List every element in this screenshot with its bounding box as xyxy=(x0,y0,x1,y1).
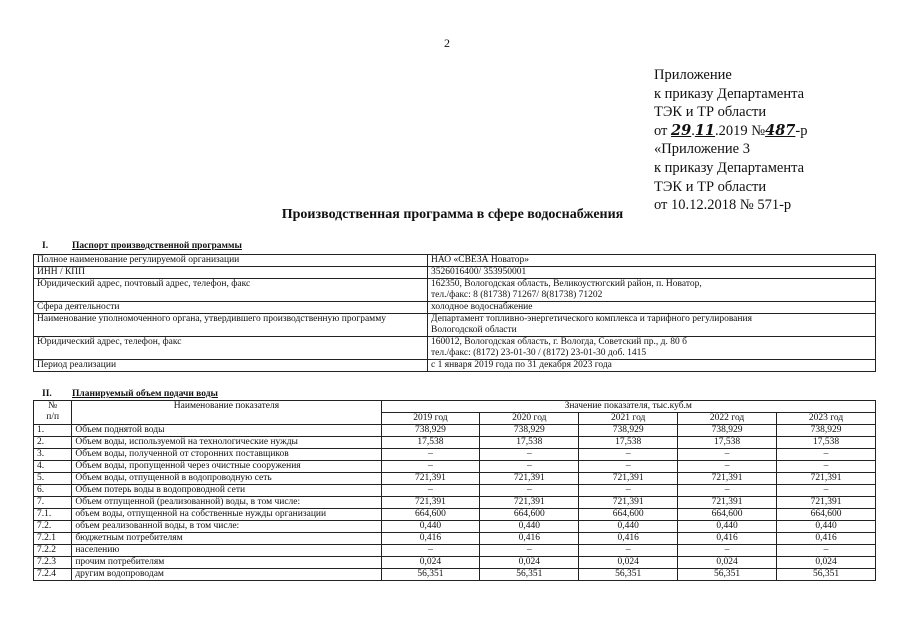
row-value: 664,600 xyxy=(579,509,678,521)
order-suffix: -р xyxy=(795,122,808,139)
row-value: 56,351 xyxy=(678,569,777,581)
row-number: 7. xyxy=(34,497,72,509)
volume-row xyxy=(34,461,876,473)
row-value: 664,600 xyxy=(777,509,876,521)
volume-row xyxy=(34,569,876,581)
row-indicator-name: Объем отпущенной (реализованной) воды, в том числе: xyxy=(72,497,381,509)
row-value: 0,416 xyxy=(381,533,480,545)
row-value: 721,391 xyxy=(678,473,777,485)
row-value: 56,351 xyxy=(777,569,876,581)
approval-line: к приказу Департамента xyxy=(654,159,805,176)
approval-date-line xyxy=(654,122,808,141)
row-number: 4. xyxy=(34,461,72,473)
volume-row xyxy=(34,473,876,485)
row-value: 17,538 xyxy=(678,437,777,449)
volume-row xyxy=(34,485,876,497)
row-value: 0,024 xyxy=(381,557,480,569)
row-number: 7.2. xyxy=(34,521,72,533)
row-value: 0,440 xyxy=(381,521,480,533)
col-values-header: Значение показателя, тыс.куб.м xyxy=(381,401,875,413)
passport-row xyxy=(34,279,876,302)
row-value: 721,391 xyxy=(579,473,678,485)
volume-row xyxy=(34,509,876,521)
row-value: 0,440 xyxy=(777,521,876,533)
col-number-label2: п/п xyxy=(46,412,60,422)
passport-row xyxy=(34,302,876,314)
row-value: 721,391 xyxy=(579,497,678,509)
approval-block xyxy=(654,66,808,215)
approval-line: «Приложение 3 xyxy=(654,141,750,158)
passport-value-line: НАО «СВЕЗА Новатор» xyxy=(431,255,530,265)
row-value: – xyxy=(381,485,480,497)
row-value: – xyxy=(480,545,579,557)
row-number: 5. xyxy=(34,473,72,485)
row-value: 0,024 xyxy=(579,557,678,569)
row-number: 7.2.3 xyxy=(34,557,72,569)
row-value: 0,024 xyxy=(678,557,777,569)
row-number: 7.2.4 xyxy=(34,569,72,581)
passport-key: Сфера деятельности xyxy=(34,302,428,314)
row-indicator-name: объем воды, отпущенной на собственные нужды организации xyxy=(72,509,381,521)
row-value: – xyxy=(777,449,876,461)
passport-value-line: 160012, Вологодская область, г. Вологда, Советский пр., д. 80 б xyxy=(431,337,687,347)
row-indicator-name: Объем воды, полученной от сторонних поставщиков xyxy=(72,449,381,461)
row-value: 721,391 xyxy=(480,497,579,509)
passport-key: Наименование уполномоченного органа, утвердившего производственную программу xyxy=(34,314,428,337)
col-name-header: Наименование показателя xyxy=(72,401,381,425)
row-number: 3. xyxy=(34,449,72,461)
row-value: – xyxy=(678,449,777,461)
row-value: 0,440 xyxy=(678,521,777,533)
passport-key: Юридический адрес, почтовый адрес, телефон, факс xyxy=(34,279,428,302)
row-value: 738,929 xyxy=(480,425,579,437)
row-number: 7.2.1 xyxy=(34,533,72,545)
row-value: 56,351 xyxy=(381,569,480,581)
year-header: 2019 год xyxy=(381,413,480,425)
row-value: – xyxy=(381,461,480,473)
volume-row xyxy=(34,425,876,437)
row-value: 738,929 xyxy=(381,425,480,437)
handwritten-order-no: 487 xyxy=(765,121,796,139)
row-value: 0,440 xyxy=(480,521,579,533)
passport-value xyxy=(428,267,876,279)
passport-value-line: 3526016400/ 353950001 xyxy=(431,267,527,277)
row-value: – xyxy=(579,545,678,557)
approval-line: ТЭК и ТР области xyxy=(654,178,767,195)
passport-value-line: тел./факс: 8 (81738) 71267/ 8(81738) 71202 xyxy=(431,290,603,300)
row-value: – xyxy=(777,545,876,557)
row-indicator-name: Объем потерь воды в водопроводной сети xyxy=(72,485,381,497)
row-value: 56,351 xyxy=(579,569,678,581)
row-value: 17,538 xyxy=(480,437,579,449)
row-indicator-name: Объем воды, используемой на технологические нужды xyxy=(72,437,381,449)
row-indicator-name: населению xyxy=(72,545,381,557)
passport-value xyxy=(428,279,876,302)
volume-row xyxy=(34,545,876,557)
row-value: 0,416 xyxy=(678,533,777,545)
volume-row xyxy=(34,449,876,461)
row-value: 0,024 xyxy=(480,557,579,569)
row-value: 664,600 xyxy=(678,509,777,521)
row-number: 6. xyxy=(34,485,72,497)
row-value: 0,440 xyxy=(579,521,678,533)
row-number: 7.2.2 xyxy=(34,545,72,557)
row-value: 738,929 xyxy=(678,425,777,437)
row-indicator-name: Объем воды, отпущенной в водопроводную сеть xyxy=(72,473,381,485)
date-year: .2019 № xyxy=(715,122,766,139)
passport-value xyxy=(428,255,876,267)
row-value: 721,391 xyxy=(381,473,480,485)
row-value: 56,351 xyxy=(480,569,579,581)
row-value: 738,929 xyxy=(579,425,678,437)
passport-row xyxy=(34,255,876,267)
page-number: 2 xyxy=(444,36,450,50)
approval-line: Приложение xyxy=(654,67,732,83)
passport-value-line: с 1 января 2019 года по 31 декабря 2023 года xyxy=(431,360,612,370)
year-header: 2023 год xyxy=(777,413,876,425)
passport-value-line: холодное водоснабжение xyxy=(431,302,533,312)
date-sep: . xyxy=(691,122,695,139)
section1-heading xyxy=(42,241,242,251)
row-value: 721,391 xyxy=(777,497,876,509)
row-value: 17,538 xyxy=(777,437,876,449)
row-value: – xyxy=(678,461,777,473)
passport-table xyxy=(33,254,876,372)
water-volume-table xyxy=(33,400,876,581)
row-indicator-name: Объем поднятой воды xyxy=(72,425,381,437)
row-value: – xyxy=(777,485,876,497)
document-title: Производственная программа в сфере водоснабжения xyxy=(281,207,624,222)
date-prefix: от xyxy=(654,122,672,139)
row-value: 664,600 xyxy=(480,509,579,521)
passport-value xyxy=(428,360,876,372)
approval-line: к приказу Департамента xyxy=(654,85,805,102)
section1-number: I. xyxy=(42,241,49,251)
col-number-label: № xyxy=(48,401,58,411)
row-value: – xyxy=(480,449,579,461)
row-value: – xyxy=(480,485,579,497)
row-value: 17,538 xyxy=(381,437,480,449)
row-value: – xyxy=(381,545,480,557)
volume-row xyxy=(34,533,876,545)
row-value: 17,538 xyxy=(579,437,678,449)
passport-key: ИНН / КПП xyxy=(34,267,428,279)
passport-key: Период реализации xyxy=(34,360,428,372)
passport-key: Юридический адрес, телефон, факс xyxy=(34,337,428,360)
row-value: – xyxy=(579,461,678,473)
row-value: – xyxy=(480,461,579,473)
approval-line: ТЭК и ТР области xyxy=(654,104,767,121)
row-value: 0,416 xyxy=(777,533,876,545)
passport-value-line: Вологодской области xyxy=(431,325,517,335)
row-value: 738,929 xyxy=(777,425,876,437)
row-value: – xyxy=(678,545,777,557)
row-indicator-name: Объем воды, пропущенной через очистные сооружения xyxy=(72,461,381,473)
passport-row xyxy=(34,360,876,372)
row-value: – xyxy=(579,449,678,461)
row-number: 1. xyxy=(34,425,72,437)
approval-line: от 10.12.2018 № 571-р xyxy=(654,197,792,214)
row-value: – xyxy=(579,485,678,497)
handwritten-month: 11 xyxy=(694,121,716,139)
row-value: – xyxy=(678,485,777,497)
row-value: 0,416 xyxy=(480,533,579,545)
volume-row xyxy=(34,557,876,569)
row-value: 0,416 xyxy=(579,533,678,545)
section2-number: II. xyxy=(42,389,52,399)
row-indicator-name: бюджетным потребителям xyxy=(72,533,381,545)
volume-row xyxy=(34,437,876,449)
volume-row xyxy=(34,497,876,509)
year-header: 2021 год xyxy=(579,413,678,425)
section2-heading xyxy=(42,389,218,399)
row-indicator-name: другим водопроводам xyxy=(72,569,381,581)
handwritten-day: 29 xyxy=(671,121,692,139)
row-value: 721,391 xyxy=(777,473,876,485)
passport-row xyxy=(34,267,876,279)
passport-value-line: тел./факс: (8172) 23-01-30 / (8172) 23-01-30 доб. 1415 xyxy=(431,348,647,358)
passport-value xyxy=(428,337,876,360)
passport-row xyxy=(34,337,876,360)
passport-value-line: 162350, Вологодская область, Великоустюгский район, п. Новатор, xyxy=(431,279,702,289)
row-indicator-name: объем реализованной воды, в том числе: xyxy=(72,521,381,533)
row-value: 664,600 xyxy=(381,509,480,521)
volume-row xyxy=(34,521,876,533)
passport-value-line: Департамент топливно-энергетического комплекса и тарифного регулирования xyxy=(431,314,752,324)
row-indicator-name: прочим потребителям xyxy=(72,557,381,569)
year-header: 2020 год xyxy=(480,413,579,425)
section2-title: Планируемый объем подачи воды xyxy=(72,389,218,399)
row-number: 2. xyxy=(34,437,72,449)
year-header: 2022 год xyxy=(678,413,777,425)
row-number: 7.1. xyxy=(34,509,72,521)
row-value: 721,391 xyxy=(480,473,579,485)
row-value: 721,391 xyxy=(678,497,777,509)
passport-value xyxy=(428,314,876,337)
row-value: – xyxy=(381,449,480,461)
row-value: – xyxy=(777,461,876,473)
section1-title: Паспорт производственной программы xyxy=(72,241,242,251)
passport-key: Полное наименование регулируемой организации xyxy=(34,255,428,267)
row-value: 0,024 xyxy=(777,557,876,569)
passport-value xyxy=(428,302,876,314)
passport-row xyxy=(34,314,876,337)
col-number-header xyxy=(34,401,72,425)
row-value: 721,391 xyxy=(381,497,480,509)
